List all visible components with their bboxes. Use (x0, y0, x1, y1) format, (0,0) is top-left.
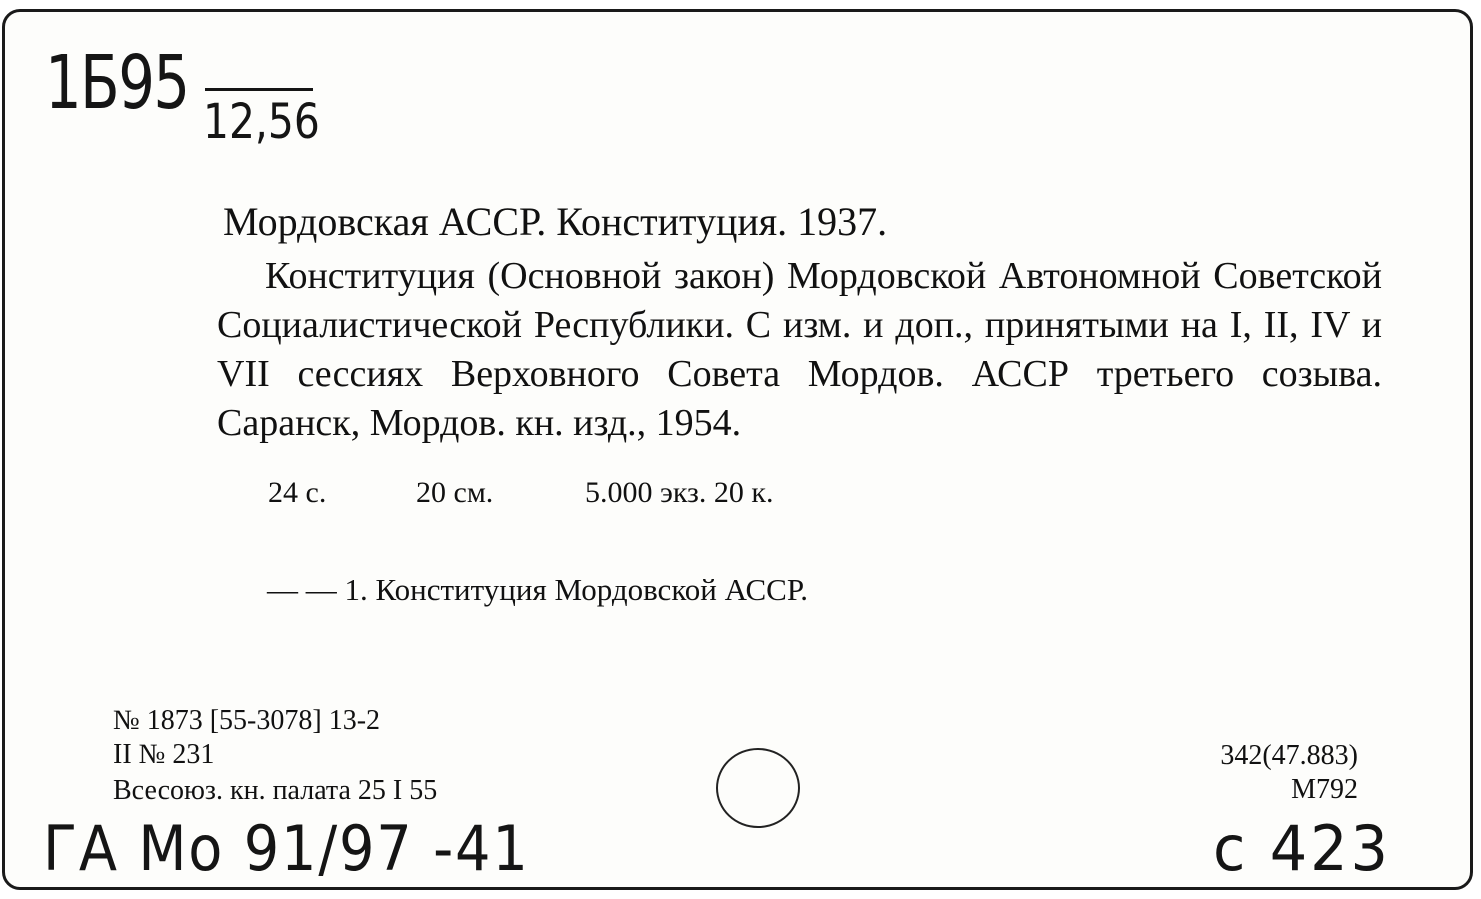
added-entry: — — 1. Конституция Мордовской АССР. (267, 572, 808, 607)
punch-hole (716, 748, 800, 828)
handwritten-archive-code: ГА Мо 91/97 -41 (43, 812, 530, 885)
collation-copies: 5.000 экз. 20 к. (585, 476, 774, 509)
bib-line-2: II № 231 (113, 739, 215, 770)
handwritten-card-number: с 423 (1213, 812, 1391, 885)
collation-pages: 24 с. (268, 476, 327, 509)
bib-line-1: № 1873 [55-3078] 13-2 (113, 705, 381, 736)
shelfmark-top: 1Б95 (45, 40, 189, 126)
classification-number: 342(47.883) (1220, 740, 1358, 771)
description-block (217, 252, 1382, 448)
bib-line-3: Всесоюз. кн. палата 25 I 55 (113, 775, 438, 806)
shelfmark-bottom: 12,56 (203, 94, 320, 150)
author-mark: М792 (1291, 774, 1358, 805)
catalog-card (2, 9, 1473, 890)
description-text: Конституция (Основной закон) Мордовской Автономной Советской Социалистической Республики. С изм. и доп., принятыми на I, II, IV и VII сессиях Верховного Совета Мордов. АССР третьего созыва. Саранск, Мордов. кн. изд., 1954. (217, 255, 1382, 444)
shelfmark-divider (205, 88, 313, 91)
collation-size: 20 см. (416, 476, 494, 509)
catalog-heading: Мордовская АССР. Конституция. 1937. (223, 199, 888, 244)
